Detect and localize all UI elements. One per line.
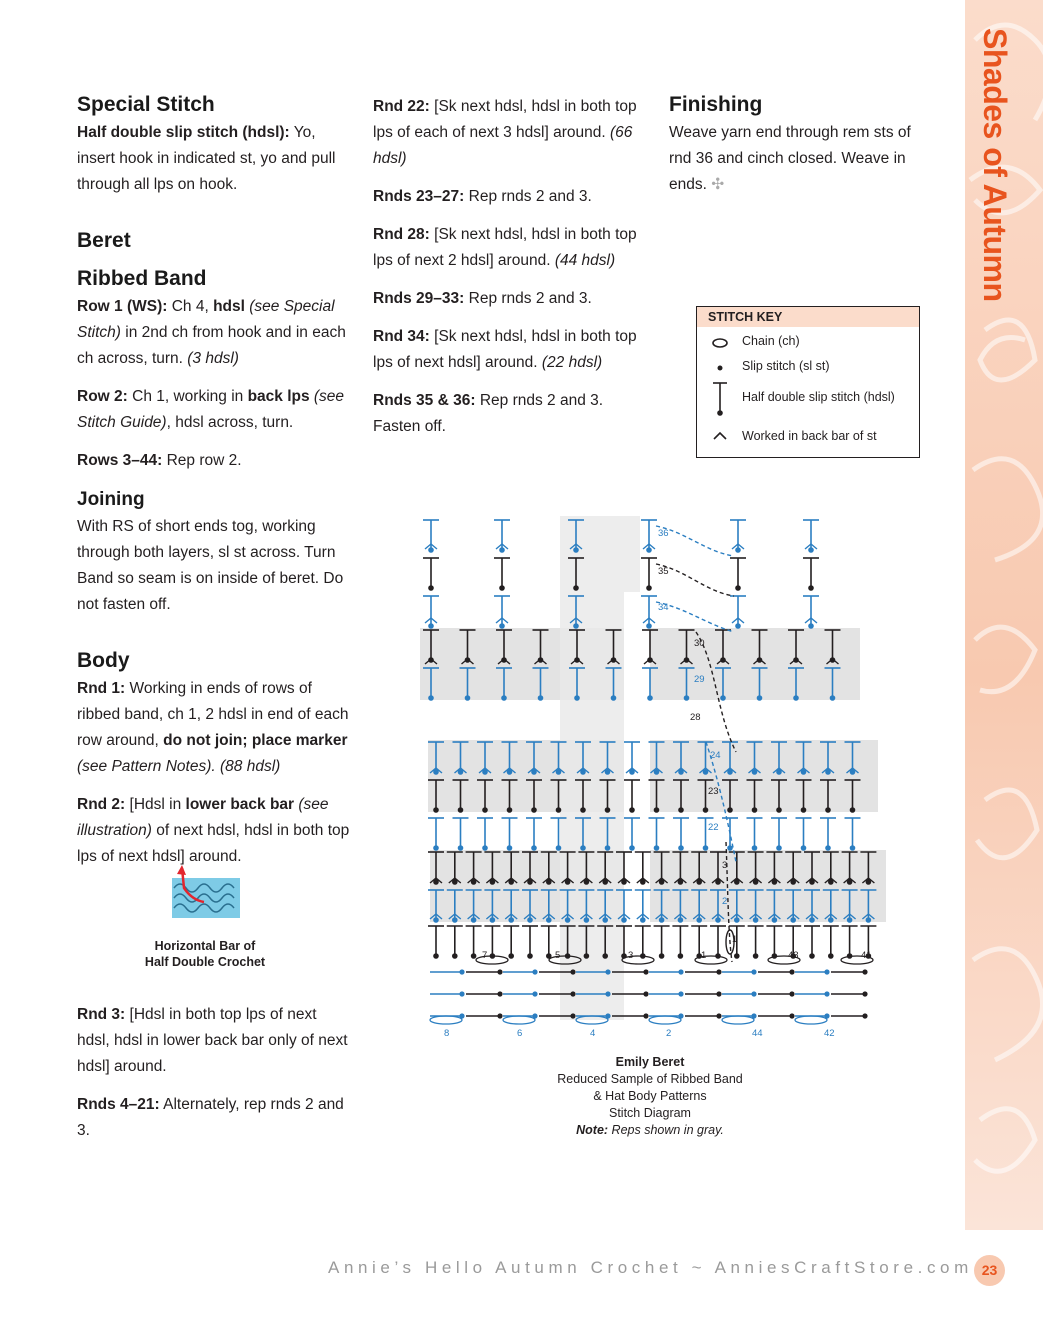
band-chain (649, 1016, 681, 1024)
rnds35-label: Rnds 35 & 36: (373, 392, 476, 409)
rnd1-text-a: Working in ends of rows of ribbed band, ch 1, 2 hdsl in end of each row around, (77, 680, 349, 749)
hdsl-stitch (507, 807, 513, 813)
stitch-key-label-back-bar: Worked in back bar of st (742, 429, 877, 443)
hdsl-stitch (678, 807, 684, 813)
band-row (532, 991, 537, 996)
hdsl-stitch (527, 953, 533, 959)
round-label: 1 (732, 934, 738, 945)
row1-paragraph (77, 294, 352, 372)
rnds4-label: Rnds 4–21: (77, 1096, 160, 1113)
round-label: 3 (722, 860, 728, 871)
hdsl-stitch (715, 917, 721, 923)
round-label: 35 (658, 566, 669, 577)
ribbed-band-heading: Ribbed Band (77, 267, 207, 290)
hdsl-stitch (678, 845, 684, 851)
back-bar-icon (707, 431, 733, 441)
caption-line3: Stitch Diagram (609, 1106, 691, 1120)
caption-note (520, 1122, 780, 1139)
hdsl-stitch (793, 695, 799, 701)
round-label: 24 (710, 750, 721, 761)
hdsl-stitch (501, 695, 507, 701)
band-row (789, 1013, 794, 1018)
chain-icon (707, 337, 733, 349)
rnd34-text: [Sk next hdsl, hdsl in both top lps of next hdsl] around. (373, 328, 637, 371)
band-row (497, 1013, 502, 1018)
hdsl-stitch (629, 845, 635, 851)
rnd3-text: [Hdsl in both top lps of next hdsl, hdsl in lower back bar only of next hdsl] around. (77, 1006, 348, 1075)
row1-label: Row 1 (WS): (77, 298, 168, 315)
band-row (862, 1013, 867, 1018)
band-row (862, 991, 867, 996)
rnd1-paragraph (77, 676, 352, 780)
hdsl-stitch (573, 623, 579, 629)
hdsl-stitch (531, 845, 537, 851)
hdsl-stitch (647, 695, 653, 701)
body-heading: Body (77, 649, 130, 672)
rnd2-text-a: [Hdsl in (125, 796, 186, 813)
band-row (716, 1013, 721, 1018)
slip-stitch-icon (707, 363, 733, 373)
hdsl-stitch (776, 845, 782, 851)
row-label: 41 (861, 950, 872, 961)
band-row (643, 1013, 648, 1018)
row-label: 7 (482, 950, 488, 961)
band-row (570, 991, 575, 996)
hdsl-stitch (531, 807, 537, 813)
band-row (751, 991, 756, 996)
finishing-heading: Finishing (669, 93, 763, 116)
special-stitch-heading: Special Stitch (77, 93, 215, 116)
hdsl-stitch (659, 917, 665, 923)
hdsl-stitch (428, 547, 434, 553)
round-label: 23 (708, 786, 719, 797)
hdsl-stitch (752, 845, 758, 851)
swatch-caption-line2: Half Double Crochet (144, 955, 266, 969)
hdsl-stitch (573, 547, 579, 553)
beret-heading: Beret (77, 229, 131, 252)
hdsl-stitch (471, 953, 477, 959)
hdsl-stitch (573, 585, 579, 591)
hdsl-stitch (720, 695, 726, 701)
rnds29-text: Rep rnds 2 and 3. (464, 290, 592, 307)
rnds23-paragraph (373, 184, 648, 210)
hdsl-stitch (556, 807, 562, 813)
rows3-paragraph (77, 448, 352, 474)
hdsl-stitch (428, 695, 434, 701)
hdsl-stitch (458, 807, 464, 813)
hdsl-stitch (757, 695, 763, 701)
hdsl-stitch (499, 547, 505, 553)
rnd3-paragraph (77, 1002, 352, 1080)
hdsl-stitch (602, 953, 608, 959)
hdsl-stitch (556, 845, 562, 851)
column-left-bottom (77, 1002, 352, 1156)
rnd34-count: (22 hdsl) (541, 354, 603, 371)
row1-text-d: in 2nd ch from hook and in each ch across, turn. (77, 324, 346, 367)
hdsl-stitch (801, 807, 807, 813)
hdsl-stitch (703, 845, 709, 851)
caption-line2: & Hat Body Patterns (593, 1089, 707, 1103)
hdsl-stitch (828, 917, 834, 923)
hdsl-stitch (727, 807, 733, 813)
sidebar-title (966, 28, 1043, 302)
hdsl-stitch (433, 953, 439, 959)
finishing-text: Weave yarn end through rem sts of rnd 36 and cinch closed. Weave in ends. (669, 124, 911, 193)
hdsl-stitch (659, 953, 665, 959)
hdsl-stitch (825, 845, 831, 851)
rnd2-text-b: lower back bar (185, 796, 295, 813)
hdsl-stitch (696, 917, 702, 923)
stitch-key-label-slip: Slip stitch (sl st) (742, 359, 830, 373)
hdsl-stitch (828, 953, 834, 959)
caption-title: Emily Beret (615, 1055, 685, 1069)
hdsl-stitch (527, 917, 533, 923)
hdsl-stitch (808, 623, 814, 629)
round-label: 28 (690, 712, 701, 723)
row2-paragraph (77, 384, 352, 436)
band-row (605, 969, 610, 974)
hdsl-stitch (565, 917, 571, 923)
band-chain (503, 1016, 535, 1024)
column-middle (373, 94, 648, 452)
hdsl-stitch (584, 917, 590, 923)
band-row (862, 969, 867, 974)
hdsl-stitch (452, 917, 458, 923)
row1-text-b: hdsl (213, 298, 245, 315)
row-label: 42 (824, 1028, 835, 1039)
rnd2-text-d: of next hdsl, hdsl in both top lps of next hdsl] around. (77, 822, 350, 865)
band-chain (695, 956, 727, 964)
round-label: 29 (694, 674, 705, 685)
row-label: 4 (590, 1028, 596, 1039)
hdsl-stitch (808, 547, 814, 553)
hdsl-stitch (734, 953, 740, 959)
hdsl-stitch (735, 585, 741, 591)
round-label: 30 (694, 638, 705, 649)
rnd22-paragraph (373, 94, 648, 172)
rnd2-paragraph (77, 792, 352, 870)
special-stitch-name: Half double slip stitch (hdsl): (77, 124, 290, 141)
row2-text-d: , hdsl across, turn. (166, 414, 294, 431)
hdsl-stitch (753, 917, 759, 923)
rnd3-label: Rnd 3: (77, 1006, 126, 1023)
swatch-caption-line1: Horizontal Bar of (154, 939, 256, 953)
hdsl-stitch (776, 807, 782, 813)
hdsl-stitch (850, 845, 856, 851)
hdsl-stitch (752, 807, 758, 813)
rep-band (430, 850, 886, 922)
hdsl-stitch (605, 845, 611, 851)
hdsl-stitch (621, 917, 627, 923)
rnd22-text: [Sk next hdsl, hdsl in both top lps of each of next 3 hdsl] around. (373, 98, 637, 141)
sidebar-title-text: Shades of Autumn (977, 28, 1013, 302)
diagram-caption (520, 1054, 780, 1139)
band-row (789, 991, 794, 996)
band-row (824, 969, 829, 974)
row2-label: Row 2: (77, 388, 128, 405)
rnds4-paragraph (77, 1092, 352, 1144)
rnd1-label: Rnd 1: (77, 680, 126, 697)
stitch-key-label-hdsl: Half double slip stitch (hdsl) (742, 390, 895, 404)
band-row (751, 969, 756, 974)
round-label: 22 (708, 822, 719, 833)
caption-note-text: Reps shown in gray. (608, 1123, 724, 1137)
hdsl-stitch (646, 623, 652, 629)
hdsl-stitch (433, 807, 439, 813)
rnds23-label: Rnds 23–27: (373, 188, 465, 205)
band-row (459, 969, 464, 974)
row-label: 43 (788, 950, 799, 961)
caption-line1: Reduced Sample of Ribbed Band (557, 1072, 743, 1086)
band-chain (722, 1016, 754, 1024)
hdsl-stitch (847, 917, 853, 923)
row1-text-c: (see Special Stitch) (77, 298, 335, 341)
stitch-diagram (416, 512, 892, 1044)
band-row (532, 969, 537, 974)
special-stitch-paragraph (77, 120, 352, 198)
hdsl-stitch (850, 807, 856, 813)
band-row (678, 991, 683, 996)
hdsl-stitch (508, 917, 514, 923)
finishing-paragraph (669, 120, 929, 198)
hdsl-stitch (753, 953, 759, 959)
band-row (497, 969, 502, 974)
rnd1-text-c: (see Pattern Notes). (88 hdsl) (77, 758, 281, 775)
hdsl-stitch (580, 845, 586, 851)
hdsl-stitch (482, 845, 488, 851)
hdsl-stitch (499, 585, 505, 591)
rnd2-label: Rnd 2: (77, 796, 126, 813)
band-row (459, 991, 464, 996)
special-stitch-text: Yo, insert hook in indicated st, yo and pull through all lps on hook. (77, 124, 336, 193)
hdsl-stitch (809, 953, 815, 959)
joining-paragraph: With RS of short ends tog, working through both layers, sl st across. Turn Band so seam is on inside of beret. Do not fasten off. (77, 518, 344, 613)
hdsl-stitch (602, 917, 608, 923)
hdsl-stitch (825, 807, 831, 813)
hdsl-stitch (790, 917, 796, 923)
joining-heading: Joining (77, 489, 145, 510)
rnd28-count: (44 hdsl) (554, 252, 616, 269)
hdsl-stitch (727, 845, 733, 851)
end-mark-icon: ✣ (711, 176, 725, 193)
hdsl-stitch (507, 845, 513, 851)
hdsl-stitch (646, 547, 652, 553)
row1-count: (3 hdsl) (187, 350, 239, 367)
hdsl-stitch (646, 585, 652, 591)
hdsl-stitch (433, 917, 439, 923)
hdsl-stitch (735, 623, 741, 629)
rep-band (428, 740, 878, 812)
row-label: 2 (666, 1028, 672, 1039)
row-label: 8 (444, 1028, 450, 1039)
round-label: 2 (722, 896, 728, 907)
hdsl-stitch (584, 953, 590, 959)
rnd28-paragraph (373, 222, 648, 274)
band-row (716, 969, 721, 974)
swatch-caption (140, 938, 270, 970)
rnd34-label: Rnd 34: (373, 328, 430, 345)
hdsl-stitch (866, 917, 872, 923)
hdsl-stitch (629, 807, 635, 813)
band-chain (430, 1016, 462, 1024)
hdsl-stitch (703, 807, 709, 813)
hdsl-stitch (546, 917, 552, 923)
rnd22-label: Rnd 22: (373, 98, 430, 115)
hdsl-stitch (735, 547, 741, 553)
rnd2-text-c: (see illustration) (77, 796, 329, 839)
hdsl-stitch (678, 917, 684, 923)
hdsl-stitch (471, 917, 477, 923)
hdsl-stitch (654, 845, 660, 851)
hdsl-stitch (428, 623, 434, 629)
band-row (643, 991, 648, 996)
hdsl-stitch (801, 845, 807, 851)
rnd1-text-b: do not join; place marker (163, 732, 348, 749)
stitch-key (696, 306, 920, 458)
round-label: 36 (658, 528, 669, 539)
hdsl-stitch (808, 585, 814, 591)
hdsl-stitch (809, 917, 815, 923)
hdsl-stitch (508, 953, 514, 959)
hdsl-stitch (490, 917, 496, 923)
rnd34-paragraph (373, 324, 648, 376)
round-label: 34 (658, 602, 669, 613)
hdsl-stitch (640, 917, 646, 923)
band-chain (795, 1016, 827, 1024)
hdsl-stitch (830, 695, 836, 701)
row-label: 1 (701, 950, 707, 961)
hdsl-stitch (772, 917, 778, 923)
band-row (789, 969, 794, 974)
rnd28-label: Rnd 28: (373, 226, 430, 243)
hdsl-stitch (678, 953, 684, 959)
hdsl-stitch (499, 623, 505, 629)
hdsl-stitch (452, 953, 458, 959)
hdsl-stitch (538, 695, 544, 701)
hdsl-stitch (433, 845, 439, 851)
rnds29-label: Rnds 29–33: (373, 290, 465, 307)
hdsl-stitch (684, 695, 690, 701)
band-row (678, 969, 683, 974)
caption-note-label: Note: (576, 1123, 609, 1137)
column-right (669, 90, 929, 210)
band-row (570, 1013, 575, 1018)
rnds4-text: Alternately, rep rnds 2 and 3. (77, 1096, 344, 1139)
hdsl-stitch (482, 807, 488, 813)
hdsl-stitch (580, 807, 586, 813)
row2-text-a: Ch 1, working in (127, 388, 248, 405)
rnd22-count: (66 hdsl) (373, 124, 633, 167)
band-row (570, 969, 575, 974)
hdsl-stitch (605, 807, 611, 813)
row-label: 44 (752, 1028, 763, 1039)
row-label: 3 (628, 950, 634, 961)
row2-text-b: back lps (247, 388, 310, 405)
band-row (824, 991, 829, 996)
rnds35-paragraph (373, 388, 648, 440)
rnds35-text: Rep rnds 2 and 3. Fasten off. (373, 392, 604, 435)
row2-text-c: (see Stitch Guide) (77, 388, 345, 431)
column-left (77, 90, 352, 882)
rnd28-text: [Sk next hdsl, hdsl in both top lps of next 2 hdsl] around. (373, 226, 637, 269)
band-row (716, 991, 721, 996)
hdsl-stitch (574, 695, 580, 701)
hdsl-icon (707, 381, 733, 419)
footer-text: Annie’s Hello Autumn Crochet ~ AnniesCraftStore.com (328, 1258, 973, 1277)
hdsl-stitch (654, 807, 660, 813)
stitch-key-title: STITCH KEY (697, 307, 919, 327)
rows3-text: Rep row 2. (162, 452, 242, 469)
band-row (605, 991, 610, 996)
stitch-key-label-chain: Chain (ch) (742, 334, 800, 348)
hdsl-stitch (458, 845, 464, 851)
rows3-label: Rows 3–44: (77, 452, 163, 469)
horizontal-bar-illustration (172, 864, 240, 918)
page-number: 23 (974, 1255, 1005, 1286)
row-label: 5 (555, 950, 561, 961)
hdsl-stitch (734, 917, 740, 923)
band-row (497, 991, 502, 996)
band-row (643, 969, 648, 974)
hdsl-stitch (611, 695, 617, 701)
hdsl-stitch (465, 695, 471, 701)
hdsl-stitch (428, 585, 434, 591)
row1-text-a: Ch 4, (167, 298, 214, 315)
rnds23-text: Rep rnds 2 and 3. (464, 188, 592, 205)
row-label: 6 (517, 1028, 523, 1039)
rnds29-paragraph (373, 286, 648, 312)
